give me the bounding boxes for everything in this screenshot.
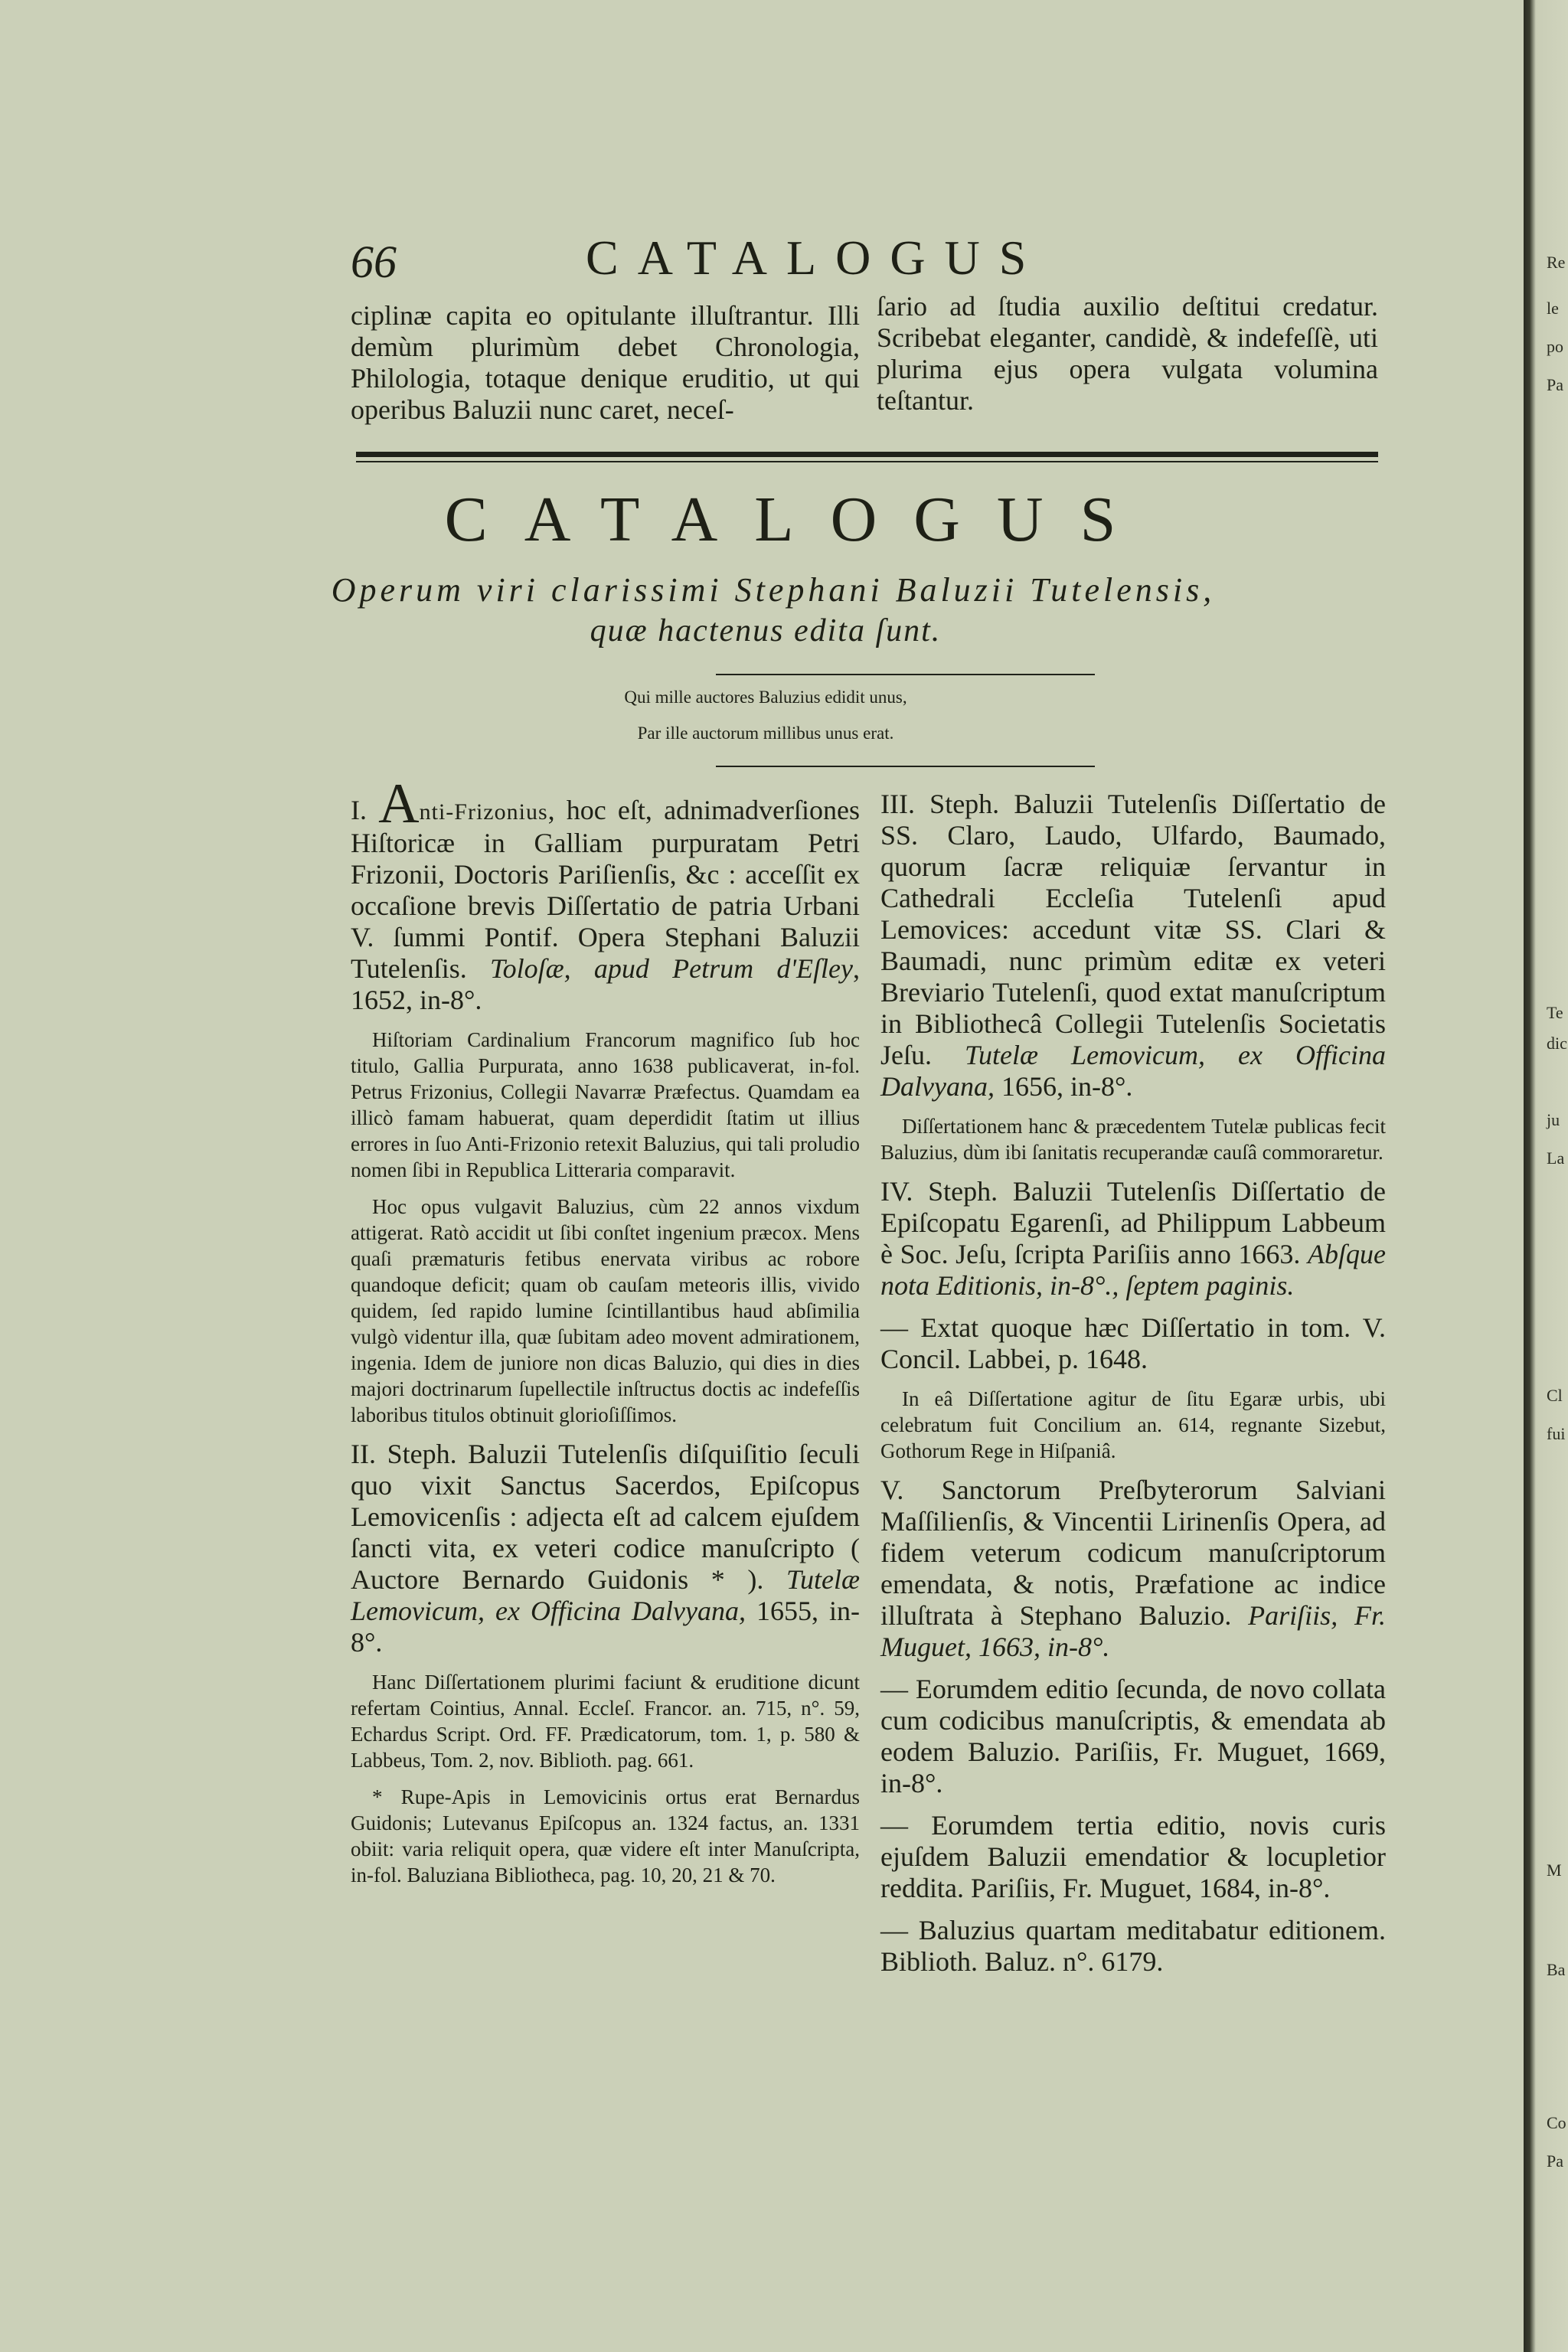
entry-3-imprint: Tutelæ Lemovicum, ex Officina Dalvyana,: [880, 1040, 1386, 1102]
verse-rule-bottom: [716, 766, 1095, 767]
margin-glyph: dic: [1547, 1034, 1567, 1053]
entry-5-text: V. Sanctorum Preſbyterorum Salviani Maſſilienſis, & Vincentii Lirinenſis Opera, ad fidem veterum codicum manuſcriptorum emendata, & notis, Præfatione ac indice illuſtrata à Stephano Baluzio.: [880, 1475, 1386, 1631]
catalogue-subtitle-line2: quæ hactenus edita ſunt.: [590, 613, 942, 648]
note-1: Hiſtoriam Cardinalium Francorum magnifico ſub hoc titulo, Gallia Purpurata, anno 1638 publicaverat, in-fol. Petrus Frizonius, Collegii Navarræ Præfectus. Quamdam ea illicò famam habuerat, quam deperdidit ſtatim ut illius errores in ſuo Anti-Frizonio retexit Baluzius, qui tali proludio nomen ſibi in Republica Litteraria comparavit.: [351, 1028, 860, 1181]
margin-glyph: Pa: [1547, 2151, 1563, 2171]
entry-1-text: , hoc eſt, adnimadverſiones Hiſtoricæ in Galliam purpuratam Petri Frizonii, Doctoris Pariſienſis, &c : acceſſit ex occaſione brevis Diſſertatio de patria Urbani V. ſummi Pontif. Opera Stephani Baluzii Tutelenſis.: [351, 795, 860, 984]
entry-1-imprint: Toloſæ, apud Petrum d'Eſley: [489, 953, 853, 984]
entry-4-addendum: — Extat quoque hæc Diſſertatio in tom. V. Concil. Labbei, p. 1648.: [880, 1312, 1386, 1374]
entry-5: [880, 1475, 1386, 1663]
entry-4: [880, 1176, 1386, 1302]
entry-1-initial: A: [378, 773, 420, 835]
entry-3: [880, 789, 1386, 1102]
left-column: [351, 773, 861, 1899]
entry-1-tail: , 1652, in-8°.: [351, 953, 860, 1015]
entry-5-second-edition: — Eorumdem editio ſecunda, de novo collata cum codicibus manuſcriptis, & emendata ab eodem Baluzio. Pariſiis, Fr. Muguet, 1669, in-8°.: [880, 1674, 1386, 1798]
top-left-text: ciplinæ capita eo opitulante illuſtrantur. Illi demùm plurimùm debet Chronologia, Philologia, totaque denique eruditio, ut qui operibus Baluzii nunc caret, neceſ-: [351, 300, 860, 425]
entry-1: [351, 773, 860, 1016]
entry-1-number: I.: [351, 795, 367, 825]
margin-glyph: po: [1547, 337, 1563, 356]
double-rule-thin: [356, 461, 1378, 462]
entry-3-tail: 1656, in-8°.: [994, 1071, 1133, 1102]
top-right-text: ſario ad ſtudia auxilio deſtitui credatur. Scribebat eleganter, candidè, & indefeſſè, uti plurima ejus opera vulgata volumina teſtantur.: [877, 291, 1378, 416]
entry-2-text: II. Steph. Baluzii Tutelenſis diſquiſitio ſeculi quo vixit Sanctus Sacerdos, Epiſcopus Lemovicenſis : adjecta eſt ad calcem ejuſdem ſancti vita, ex veteri codice manuſcripto ( Auctore Bernardo Guidonis * ).: [351, 1439, 860, 1595]
verse-line-1: Qui mille auctores Baluzius edidit unus,: [624, 688, 907, 707]
note-4: * Rupe-Apis in Lemovicinis ortus erat Bernardus Guidonis; Lutevanus Epiſcopus an. 1324 factus, an. 1331 obiit: varia reliquit opera, quæ videre eſt inter Manuſcripta, in-fol. Baluziana Bibliotheca, pag. 10, 20, 21 & 70.: [351, 1785, 860, 1886]
right-column: [880, 789, 1386, 1988]
entry-2-imprint: Tutelæ Lemovicum, ex Officina Dalvyana,: [351, 1564, 861, 1626]
catalogue-subtitle-line1: Operum viri clarissimi Stephani Baluzii Tutelensis,: [331, 571, 1216, 609]
entry-1-title: nti-Frizonius: [419, 799, 548, 825]
entry-3-text: III. Steph. Baluzii Tutelenſis Diſſertatio de SS. Claro, Laudo, Ulfardo, Baumado, quorum ſacræ reliquiæ ſervantur in Cathedrali Eccleſia Tutelenſi apud Lemovices: accedunt vitæ SS. Clari & Baumadi, nunc primùm editæ ex veteri Breviario Tutelenſi, quod extat manuſcriptum in Bibliothecâ Collegii Tutelenſis Societatis Jeſu.: [880, 789, 1386, 1070]
catalogue-title: CATALOGUS: [444, 484, 1153, 555]
margin-glyph: M: [1547, 1860, 1562, 1880]
running-head: CATALOGUS: [586, 230, 1046, 285]
entry-2-tail: 1655, in-8°.: [351, 1596, 860, 1658]
margin-glyph: ju: [1547, 1110, 1560, 1129]
margin-glyph: Te: [1547, 1003, 1563, 1022]
double-rule-thick: [356, 452, 1378, 457]
note-3: Hanc Diſſertationem plurimi faciunt & eruditione dicunt refertam Cointius, Annal. Eccleſ. Francor. an. 715, n°. 59, Echardus Script. Ord. FF. Prædicatorum, tom. 1, p. 580 & Labbeus, Tom. 2, nov. Biblioth. pag. 661.: [351, 1671, 860, 1772]
entry-4-text: IV. Steph. Baluzii Tutelenſis Diſſertatio de Epiſcopatu Egarenſi, ad Philippum Labbeum è Soc. Jeſu, ſcripta Pariſiis anno 1663.: [880, 1176, 1386, 1269]
margin-glyph: Co: [1547, 2113, 1566, 2132]
note-2: Hoc opus vulgavit Baluzius, cùm 22 annos vixdum attigerat. Ratò accidit ut ſibi conſtet ingenium præcox. Mens quaſi præmaturis fetibus enervata viribus ac robore quandoque deficit; quam ob cauſam meteoris illis, vivido quidem, ſed rapido lumine ſcintillantibus haud abſimilia vulgò videntur illa, quæ ſubitam adeo movent admirationem, ingenia. Idem de juniore non dicas Baluzio, qui dies in dies majori doctrinarum ſupellectile inſtructus doctis ac indefeſſis laboribus titulos obtinuit glorioſiſſimos.: [351, 1195, 860, 1426]
margin-glyph: fui: [1547, 1424, 1566, 1443]
verse-rule-top: [716, 674, 1095, 675]
margin-glyph: La: [1547, 1148, 1565, 1168]
verse-line-2: Par ille auctorum millibus unus erat.: [637, 724, 894, 743]
entry-5-imprint: Pariſiis, Fr. Muguet, 1663, in-8°.: [880, 1600, 1387, 1662]
margin-glyph: Pa: [1547, 375, 1563, 394]
margin-glyph: Ba: [1547, 1960, 1566, 1979]
margin-glyph: Re: [1547, 253, 1566, 272]
margin-glyph: Cl: [1547, 1386, 1563, 1405]
margin-glyph: le: [1547, 299, 1559, 318]
entry-4-imprint: Abſque nota Editionis, in-8°., ſeptem paginis.: [880, 1239, 1387, 1301]
entry-5-fourth-edition: — Baluzius quartam meditabatur editionem. Biblioth. Baluz. n°. 6179.: [880, 1915, 1386, 1977]
page-number: 66: [351, 237, 397, 287]
note-6: In eâ Diſſertatione agitur de ſitu Egaræ urbis, ubi celebratum fuit Concilium an. 614, regnante Sizebut, Gothorum Rege in Hiſpaniâ.: [880, 1387, 1386, 1462]
note-5: Diſſertationem hanc & præcedentem Tutelæ publicas fecit Baluzius, dùm ibi ſanitatis recuperandæ cauſâ commoraretur.: [880, 1115, 1386, 1164]
entry-5-third-edition: — Eorumdem tertia editio, novis curis ejuſdem Baluzii emendatior & locupletior reddita. Pariſiis, Fr. Muguet, 1684, in-8°.: [880, 1810, 1386, 1903]
entry-2: [351, 1439, 860, 1658]
facing-page-edge: [1524, 0, 1568, 2352]
